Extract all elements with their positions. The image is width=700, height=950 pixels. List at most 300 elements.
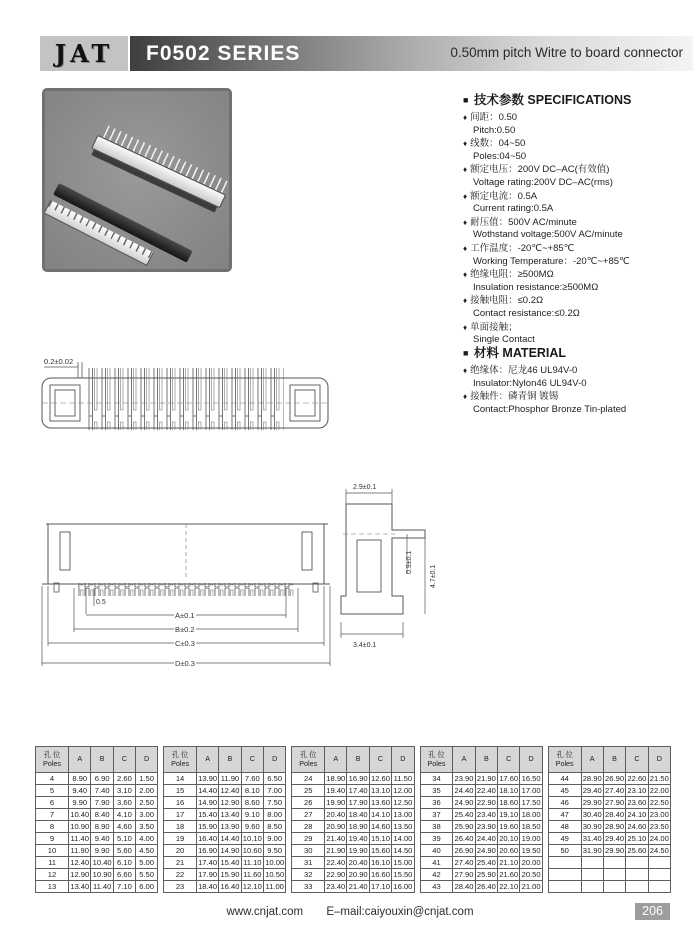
table-cell	[626, 869, 648, 881]
drawing-top-view	[34, 354, 339, 440]
table-cell: 7	[36, 809, 69, 821]
table-cell: 36	[420, 797, 453, 809]
table-cell: 11.10	[243, 858, 262, 867]
table-cell: 28.40	[605, 810, 625, 819]
table-cell: 21	[164, 857, 197, 869]
table-cell: 17.40	[348, 786, 368, 795]
material-list	[463, 365, 695, 416]
spec-item-en: Pitch:0.50	[473, 124, 516, 136]
table-cell: 20	[164, 845, 197, 857]
table-cell: 23.10	[627, 786, 647, 795]
table-cell: 3.00	[136, 809, 158, 821]
table-cell: 39	[420, 833, 453, 845]
col-header-D: D	[648, 747, 670, 773]
table-row	[548, 845, 670, 857]
table-cell: 30.40	[582, 810, 602, 819]
table-cell: 9.90	[69, 797, 91, 809]
dim-a-label: A±0.1	[175, 611, 195, 620]
table-row	[164, 821, 286, 833]
table-row	[164, 797, 286, 809]
table-row	[548, 833, 670, 845]
table-cell: 4	[36, 773, 69, 785]
table-cell: 6.50	[263, 773, 285, 785]
table-cell: 23.90	[476, 822, 496, 831]
table-cell: 37	[420, 809, 453, 821]
table-cell	[581, 869, 603, 881]
table-cell: 19.10	[499, 810, 519, 819]
spec-item-cn: ♦ 额定电流：0.5A	[463, 190, 538, 202]
page-number-badge: 206	[635, 903, 670, 920]
table-row	[420, 773, 542, 785]
table-cell: 17.50	[521, 798, 541, 807]
table-cell: 20.00	[521, 858, 541, 867]
table-cell: 18.90	[348, 822, 368, 831]
table-cell: 32	[292, 869, 325, 881]
table-cell	[648, 869, 670, 881]
table-cell: 17.00	[521, 786, 541, 795]
table-cell: 3.60	[113, 797, 135, 809]
table-cell: 16.40	[198, 834, 218, 843]
square-bullet-icon: ■	[463, 95, 469, 105]
table-cell: 18.90	[326, 774, 346, 783]
table-cell: 26.90	[454, 846, 474, 855]
table-cell: 7.00	[263, 785, 285, 797]
poles-dimension-table	[35, 746, 671, 893]
table-cell: 24	[292, 773, 325, 785]
table-cell: 8.60	[241, 797, 263, 809]
table-row	[164, 809, 286, 821]
poles-table-group-3	[420, 746, 543, 893]
table-cell: 9.50	[263, 845, 285, 857]
table-cell: 19	[164, 833, 197, 845]
table-cell: 8.00	[263, 809, 285, 821]
table-row	[420, 881, 542, 893]
specifications-title-cn: 技术参数	[473, 93, 524, 107]
table-cell: 44	[548, 773, 581, 785]
table-cell: 38	[420, 821, 453, 833]
square-bullet-icon: ■	[463, 348, 469, 358]
table-cell: 14.00	[393, 834, 413, 843]
specifications-title	[463, 90, 695, 108]
table-cell: 13.90	[220, 822, 240, 831]
table-cell: 29.90	[605, 846, 625, 855]
footer	[0, 906, 700, 918]
spec-item-cn: ♦ 工作温度：-20℃~+85℃	[463, 242, 575, 254]
table-cell: 22.00	[649, 786, 669, 795]
material-title-en: MATERIAL	[502, 346, 567, 360]
poles-table-group-0	[35, 746, 158, 893]
table-cell: 18.40	[348, 810, 368, 819]
spec-item-cn: ♦ 线数：04~50	[463, 138, 526, 150]
col-header-D: D	[520, 747, 542, 773]
table-row	[292, 833, 414, 845]
table-cell: 27.40	[605, 786, 625, 795]
table-cell: 5	[36, 785, 69, 797]
table-cell: 21.90	[326, 846, 346, 855]
table-row	[420, 785, 542, 797]
table-cell: 25.60	[627, 846, 647, 855]
table-row	[36, 773, 158, 785]
table-cell: 16.60	[371, 870, 391, 879]
specifications-list	[463, 112, 695, 347]
table-row	[36, 857, 158, 869]
table-cell: 18	[164, 821, 197, 833]
table-cell: 15.50	[393, 870, 413, 879]
table-cell: 5.00	[136, 857, 158, 869]
table-cell: 29.90	[582, 798, 602, 807]
table-cell: 19.40	[348, 834, 368, 843]
table-cell: 17.90	[198, 870, 218, 879]
table-cell	[648, 881, 670, 893]
spec-item-cn: ♦ 额定电压：200V DC–AC(有效值)	[463, 164, 610, 176]
table-cell: 4.10	[113, 809, 135, 821]
table-cell: 6.90	[91, 773, 113, 785]
spec-item-en: Contact resistance:≤0.2Ω	[473, 307, 580, 319]
table-cell: 5.50	[136, 869, 158, 881]
spec-item-0	[463, 112, 695, 137]
drawing-side-view	[333, 478, 445, 674]
table-row	[36, 785, 158, 797]
table-cell: 14.90	[198, 798, 218, 807]
table-cell: 13	[36, 881, 69, 893]
table-cell: 43	[420, 881, 453, 893]
table-cell: 6.00	[136, 881, 158, 893]
table-cell: 10.40	[92, 858, 112, 867]
col-header-A: A	[453, 747, 475, 773]
dim-c-label: C±0.3	[175, 639, 195, 648]
table-cell: 31.90	[582, 846, 602, 855]
table-cell: 28	[292, 821, 325, 833]
table-cell: 10	[36, 845, 69, 857]
table-cell: 5.10	[113, 833, 135, 845]
table-cell: 24.50	[649, 846, 669, 855]
table-cell: 12.90	[70, 870, 90, 879]
table-cell: 28.90	[605, 822, 625, 831]
spec-item-en: Current rating:0.5A	[473, 203, 554, 215]
table-row	[36, 845, 158, 857]
table-cell: 22.40	[326, 858, 346, 867]
table-cell	[603, 869, 625, 881]
table-row	[164, 857, 286, 869]
table-row	[164, 881, 286, 893]
table-cell: 20.50	[521, 870, 541, 879]
table-cell: 21.60	[499, 870, 519, 879]
table-cell: 29	[292, 833, 325, 845]
table-cell: 26.40	[454, 834, 474, 843]
spec-item-4	[463, 217, 695, 242]
table-cell: 23.90	[454, 774, 474, 783]
diamond-bullet-icon: ♦	[463, 270, 468, 280]
table-cell: 26	[292, 797, 325, 809]
table-cell: 14	[164, 773, 197, 785]
table-cell: 24.40	[454, 786, 474, 795]
table-cell	[626, 857, 648, 869]
table-cell: 22.90	[326, 870, 346, 879]
table-cell: 25.40	[476, 858, 496, 867]
table-cell: 40	[420, 845, 453, 857]
footer-website: www.cnjat.com	[226, 906, 304, 918]
table-cell: 23	[164, 881, 197, 893]
table-cell	[626, 881, 648, 893]
table-cell: 25	[292, 785, 325, 797]
table-cell	[648, 857, 670, 869]
table-cell: 14.10	[371, 810, 391, 819]
table-cell: 11.60	[243, 870, 262, 879]
table-row	[164, 773, 286, 785]
table-cell: 9.10	[241, 809, 263, 821]
table-cell: 25.90	[454, 822, 474, 831]
table-cell: 19.50	[521, 846, 541, 855]
table-cell: 16.40	[220, 882, 240, 891]
table-cell: 20.10	[499, 834, 519, 843]
table-cell: 13.60	[371, 798, 391, 807]
product-photo	[42, 88, 232, 272]
table-cell: 9.40	[91, 833, 113, 845]
table-cell: 20.40	[326, 810, 346, 819]
table-cell: 17.40	[198, 858, 218, 867]
table-cell: 20.90	[348, 870, 368, 879]
table-cell: 5.60	[113, 845, 135, 857]
table-row	[36, 833, 158, 845]
connector-image-top	[89, 123, 232, 214]
table-row	[36, 797, 158, 809]
product-photo-background	[45, 91, 229, 269]
table-cell: 31.40	[582, 834, 602, 843]
spec-item-cn: ♦ 单面接触；	[463, 321, 518, 333]
table-cell: 16.90	[348, 774, 368, 783]
table-row	[292, 797, 414, 809]
table-cell: 15.60	[371, 846, 391, 855]
table-cell	[603, 857, 625, 869]
diamond-bullet-icon: ♦	[463, 322, 468, 332]
connector-image-bottom	[44, 183, 193, 272]
table-cell: 2.00	[136, 785, 158, 797]
table-cell: 9.00	[263, 833, 285, 845]
table-cell: 13.50	[393, 822, 413, 831]
table-cell: 19.00	[521, 834, 541, 843]
col-header-B: B	[603, 747, 625, 773]
diamond-bullet-icon: ♦	[463, 165, 468, 175]
table-cell: 22	[164, 869, 197, 881]
material-item-0	[463, 365, 695, 390]
material-item-cn: ♦ 接触件：磷青铜 镀锡	[463, 391, 559, 403]
table-cell: 24.60	[627, 822, 647, 831]
table-cell: 25.10	[627, 834, 647, 843]
footer-email: E–mail:caiyouxin@cnjat.com	[326, 906, 474, 918]
table-cell: 21.90	[476, 774, 496, 783]
table-cell: 33	[292, 881, 325, 893]
table-cell: 14.60	[371, 822, 391, 831]
col-header-B: B	[475, 747, 497, 773]
table-cell	[548, 857, 581, 869]
table-cell: 27.90	[605, 798, 625, 807]
table-cell: 25.90	[476, 870, 496, 879]
table-cell: 12.40	[220, 786, 240, 795]
table-cell: 11.40	[92, 882, 112, 891]
diamond-bullet-icon: ♦	[463, 366, 468, 375]
table-cell: 19.90	[348, 846, 368, 855]
table-cell: 17	[164, 809, 197, 821]
drawing-front-view	[34, 518, 339, 714]
table-cell: 21.40	[326, 834, 346, 843]
table-cell: 24.90	[454, 798, 474, 807]
table-cell: 11.50	[393, 774, 413, 783]
table-cell: 30.90	[582, 822, 602, 831]
table-cell: 14.50	[393, 846, 413, 855]
table-cell: 24.40	[476, 834, 496, 843]
table-cell: 4.00	[136, 833, 158, 845]
table-row	[420, 797, 542, 809]
table-cell: 13.90	[198, 774, 218, 783]
table-cell: 10.90	[70, 822, 90, 831]
table-cell: 13.10	[371, 786, 391, 795]
table-cell: 16.10	[371, 858, 391, 867]
col-header-C: C	[626, 747, 648, 773]
table-cell: 12.90	[220, 798, 240, 807]
table-cell: 4.50	[136, 845, 158, 857]
table-cell: 6	[36, 797, 69, 809]
table-cell: 22.90	[476, 798, 496, 807]
table-cell	[548, 881, 581, 893]
table-row	[420, 845, 542, 857]
poles-header: 孔 位 Poles	[292, 747, 325, 773]
series-title-bar	[130, 36, 693, 71]
table-cell: 10.90	[92, 870, 112, 879]
table-row	[292, 773, 414, 785]
brand-logo	[40, 36, 128, 71]
table-cell: 14.40	[220, 834, 240, 843]
dim-b-label: B±0.2	[175, 625, 195, 634]
col-header-C: C	[241, 747, 263, 773]
spec-item-cn: ♦ 间距：0.50	[463, 112, 518, 123]
spec-item-en: Voltage rating:200V DC–AC(rms)	[473, 176, 613, 188]
table-cell: 10.00	[265, 858, 285, 867]
dim-d-label: D±0.3	[175, 659, 195, 668]
col-header-D: D	[392, 747, 414, 773]
table-cell: 10.40	[70, 810, 90, 819]
material-item-en: Insulator:Nylon46 UL94V-0	[473, 377, 587, 389]
spec-item-en: Working Temperature：-20℃~+85℃	[473, 255, 630, 267]
spec-item-1	[463, 138, 695, 163]
table-cell: 21.10	[499, 858, 519, 867]
table-row	[420, 833, 542, 845]
table-row	[292, 821, 414, 833]
table-cell: 19.90	[326, 798, 346, 807]
material-item-cn: ♦ 绝缘体：尼龙46 UL94V-0	[463, 365, 578, 376]
table-cell: 23.00	[649, 810, 669, 819]
table-cell: 9.60	[241, 821, 263, 833]
spec-item-5	[463, 243, 695, 268]
table-cell: 17.10	[371, 882, 391, 891]
material-section	[463, 343, 695, 417]
table-row	[36, 869, 158, 881]
table-cell: 7.10	[113, 881, 135, 893]
table-cell: 15.40	[198, 810, 218, 819]
table-cell: 7.90	[91, 797, 113, 809]
table-cell: 27	[292, 809, 325, 821]
table-row	[36, 881, 158, 893]
table-cell: 31	[292, 857, 325, 869]
table-cell: 12.50	[393, 798, 413, 807]
table-cell: 8.90	[69, 773, 91, 785]
table-cell: 6.60	[113, 869, 135, 881]
table-cell: 16.90	[198, 846, 218, 855]
diamond-bullet-icon: ♦	[463, 296, 468, 306]
table-cell: 20.40	[348, 858, 368, 867]
spec-item-en: Single Contact	[473, 334, 535, 346]
table-row	[420, 869, 542, 881]
table-cell: 17.90	[348, 798, 368, 807]
table-row	[548, 809, 670, 821]
table-cell: 11.90	[70, 846, 89, 855]
table-cell: 42	[420, 869, 453, 881]
table-cell: 26.40	[476, 882, 496, 891]
col-header-B: B	[347, 747, 369, 773]
col-header-B: B	[91, 747, 113, 773]
col-header-C: C	[369, 747, 391, 773]
table-row	[36, 821, 158, 833]
series-subtitle: 0.50mm pitch Witre to board connector	[450, 45, 683, 60]
table-cell: 7.50	[263, 797, 285, 809]
table-cell: 23.40	[476, 810, 496, 819]
table-cell: 21.00	[521, 882, 541, 891]
table-cell: 30	[292, 845, 325, 857]
table-cell: 12.40	[70, 858, 90, 867]
table-cell: 10.50	[265, 870, 285, 879]
table-row	[420, 809, 542, 821]
diamond-bullet-icon: ♦	[463, 217, 468, 227]
table-cell: 22.60	[627, 774, 647, 783]
table-row	[548, 785, 670, 797]
table-cell: 11.90	[220, 774, 240, 783]
table-cell: 18.60	[499, 798, 519, 807]
table-cell: 22.50	[649, 798, 669, 807]
table-cell: 15.10	[371, 834, 391, 843]
table-cell: 15.90	[198, 822, 218, 831]
spec-item-en: Poles:04~50	[473, 150, 527, 162]
table-cell: 19.60	[499, 822, 519, 831]
table-cell: 4.60	[113, 821, 135, 833]
poles-table-group-1	[163, 746, 286, 893]
table-cell: 41	[420, 857, 453, 869]
table-row	[292, 845, 414, 857]
table-cell: 11	[36, 857, 69, 869]
table-cell: 13.40	[220, 810, 240, 819]
table-cell: 9.90	[91, 845, 113, 857]
dim-thickness-label: 0.2±0.02	[44, 357, 74, 366]
table-cell: 13.40	[70, 882, 90, 891]
dim-bottom-label: 3.4±0.1	[353, 642, 377, 649]
table-row	[164, 869, 286, 881]
col-header-A: A	[325, 747, 347, 773]
spec-item-2	[463, 164, 695, 189]
table-cell: 12.00	[393, 786, 413, 795]
table-row	[548, 821, 670, 833]
table-row	[292, 881, 414, 893]
dim-top-label: 2.9±0.1	[353, 484, 377, 491]
table-cell: 2.50	[136, 797, 158, 809]
table-row	[548, 869, 670, 881]
col-header-A: A	[196, 747, 218, 773]
table-cell: 29.40	[605, 834, 625, 843]
table-cell: 19.40	[326, 786, 346, 795]
table-cell: 15.00	[393, 858, 413, 867]
spec-item-3	[463, 191, 695, 216]
table-row	[36, 809, 158, 821]
table-row	[292, 869, 414, 881]
table-cell: 11.40	[70, 834, 89, 843]
brand-logo-text: JAT	[54, 39, 114, 68]
